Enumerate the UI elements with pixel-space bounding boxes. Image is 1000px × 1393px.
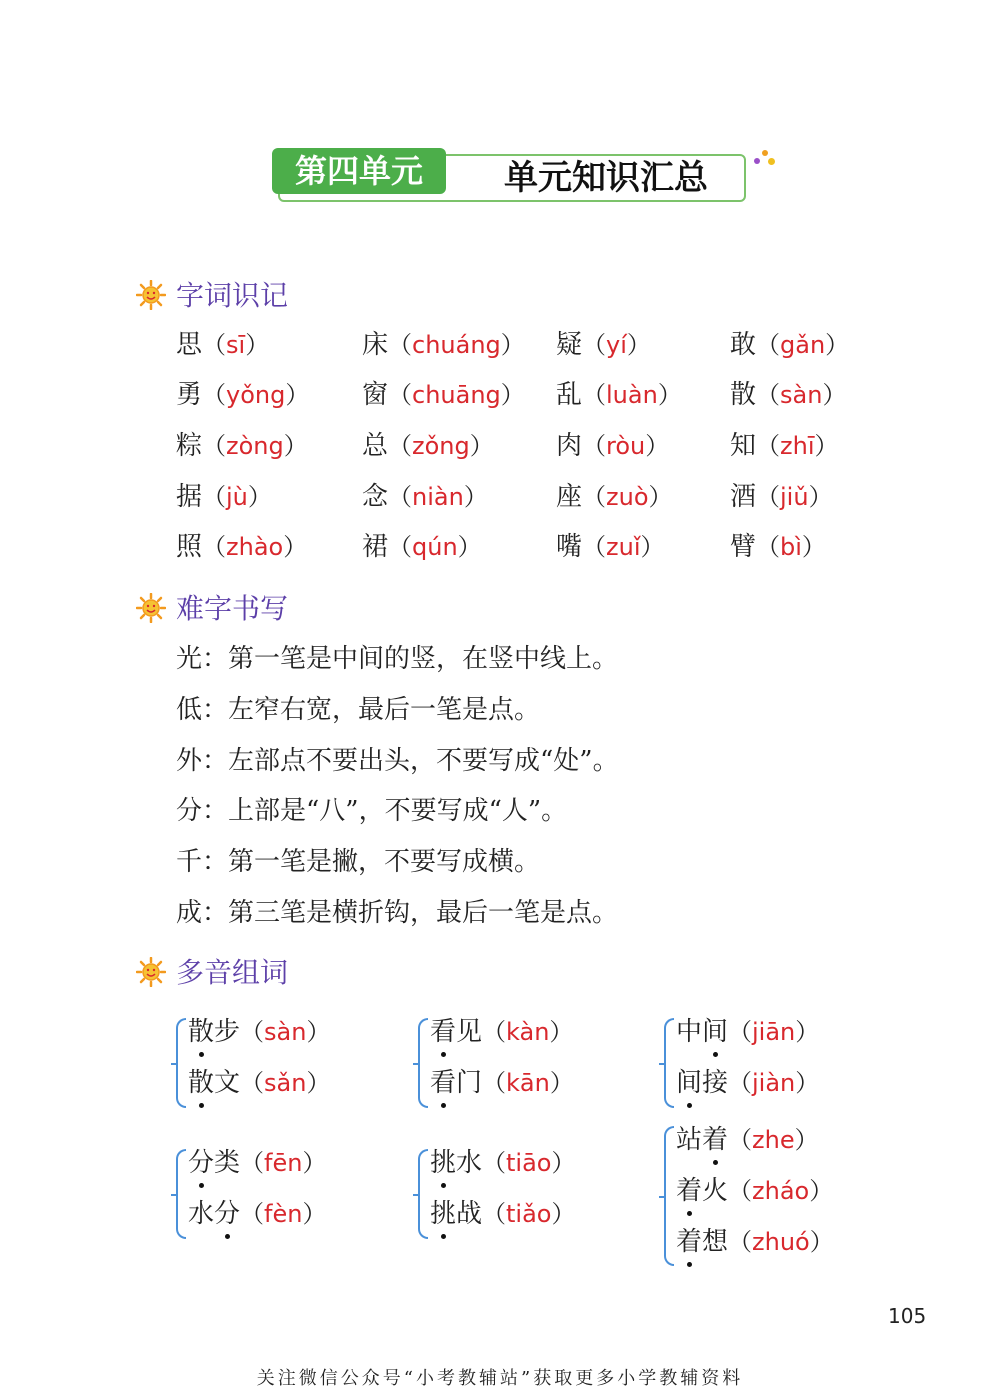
emphasis-dot-icon <box>687 1103 692 1108</box>
word-pinyin: sǎn <box>264 1069 307 1097</box>
word-pinyin: zhe <box>752 1126 795 1154</box>
page-number: 105 <box>888 1304 927 1328</box>
char-pinyin: yí <box>606 331 627 359</box>
char-entry: 知（zhī） <box>730 431 839 461</box>
note-line: 千：第一笔是撇，不要写成横。 <box>176 847 541 877</box>
polyphone-entry: 水分（fèn） <box>188 1196 326 1232</box>
char-entry: 嘴（zuǐ） <box>556 532 665 562</box>
char-pinyin: luàn <box>606 381 658 409</box>
char-pinyin: bì <box>780 533 802 561</box>
polyphone-entry: 间接（jiàn） <box>676 1065 819 1101</box>
sun-icon <box>136 957 166 987</box>
emphasis-dot-icon <box>713 1052 718 1057</box>
polyphone-entry: 分类（fēn） <box>188 1145 326 1181</box>
char-hanzi: 座 <box>556 482 583 512</box>
char-hanzi: 总 <box>362 431 389 461</box>
char-hanzi: 敢 <box>730 330 757 360</box>
emphasis-dot-icon <box>441 1183 446 1188</box>
char-pinyin: zhào <box>226 533 284 561</box>
word-pinyin: tiāo <box>506 1149 552 1177</box>
char-pinyin: zòng <box>226 432 284 460</box>
char-pinyin: gǎn <box>780 331 826 359</box>
char-entry: 散（sàn） <box>730 380 847 410</box>
char-hanzi: 床 <box>362 330 389 360</box>
emphasis-dot-icon <box>441 1052 446 1057</box>
char-hanzi: 窗 <box>362 380 389 410</box>
word-pinyin: fèn <box>264 1200 303 1228</box>
word-pinyin: zháo <box>752 1177 810 1205</box>
word: 看见 <box>430 1017 483 1047</box>
section-title: 字词识记 <box>176 279 289 312</box>
polyphone-entry: 散步（sàn） <box>188 1014 330 1050</box>
brace-icon <box>664 1018 674 1108</box>
char-entry: 总（zǒng） <box>362 431 494 461</box>
emphasis-dot-icon <box>687 1211 692 1216</box>
decor-dots-icon <box>754 150 778 174</box>
char-pinyin: chuāng <box>412 381 501 409</box>
note-line: 光：第一笔是中间的竖，在竖中线上。 <box>176 644 619 674</box>
char-pinyin: sàn <box>780 381 823 409</box>
word: 着火 <box>676 1176 729 1206</box>
char-hanzi: 酒 <box>730 482 757 512</box>
brace-icon <box>418 1149 428 1239</box>
char-pinyin: niàn <box>412 483 464 511</box>
emphasis-dot-icon <box>225 1234 230 1239</box>
word: 着想 <box>676 1227 729 1257</box>
char-hanzi: 疑 <box>556 330 583 360</box>
emphasis-dot-icon <box>199 1103 204 1108</box>
word-pinyin: zhuó <box>752 1228 810 1256</box>
char-pinyin: zuò <box>606 483 649 511</box>
char-pinyin: zuǐ <box>606 533 641 561</box>
char-pinyin: qún <box>412 533 458 561</box>
word: 中间 <box>676 1017 729 1047</box>
char-entry: 床（chuáng） <box>362 330 525 360</box>
char-hanzi: 勇 <box>176 380 203 410</box>
note-line: 成：第三笔是横折钩，最后一笔是点。 <box>176 898 619 928</box>
polyphone-entry: 挑战（tiǎo） <box>430 1196 575 1232</box>
char-hanzi: 粽 <box>176 431 203 461</box>
brace-icon <box>664 1126 674 1266</box>
word: 散文 <box>188 1068 241 1098</box>
char-entry: 乱（luàn） <box>556 380 682 410</box>
char-hanzi: 乱 <box>556 380 583 410</box>
char-pinyin: ròu <box>606 432 646 460</box>
char-hanzi: 裙 <box>362 532 389 562</box>
word-pinyin: kān <box>506 1069 550 1097</box>
char-hanzi: 肉 <box>556 431 583 461</box>
word: 间接 <box>676 1068 729 1098</box>
polyphone-entry: 着火（zháo） <box>676 1173 833 1209</box>
emphasis-dot-icon <box>199 1183 204 1188</box>
char-hanzi: 照 <box>176 532 203 562</box>
char-pinyin: sī <box>226 331 246 359</box>
char-hanzi: 据 <box>176 482 203 512</box>
note-line: 分：上部是“八”，不要写成“人”。 <box>176 796 568 826</box>
char-pinyin: zhī <box>780 432 815 460</box>
emphasis-dot-icon <box>441 1103 446 1108</box>
emphasis-dot-icon <box>713 1160 718 1165</box>
char-hanzi: 散 <box>730 380 757 410</box>
char-entry: 肉（ròu） <box>556 431 670 461</box>
char-entry: 疑（yí） <box>556 330 651 360</box>
brace-icon <box>418 1018 428 1108</box>
char-entry: 念（niàn） <box>362 482 488 512</box>
brace-icon <box>176 1149 186 1239</box>
char-entry: 粽（zòng） <box>176 431 308 461</box>
unit-header <box>272 148 744 202</box>
char-entry: 窗（chuāng） <box>362 380 525 410</box>
word-pinyin: sàn <box>264 1018 307 1046</box>
char-pinyin: yǒng <box>226 381 286 409</box>
char-entry: 臂（bì） <box>730 532 826 562</box>
brace-icon <box>176 1018 186 1108</box>
char-pinyin: chuáng <box>412 331 501 359</box>
char-pinyin: zǒng <box>412 432 470 460</box>
emphasis-dot-icon <box>441 1234 446 1239</box>
char-entry: 酒（jiǔ） <box>730 482 833 512</box>
footer-note: 关注微信公众号“小考教辅站”获取更多小学教辅资料 <box>256 1368 744 1389</box>
polyphone-entry: 散文（sǎn） <box>188 1065 330 1101</box>
char-hanzi: 念 <box>362 482 389 512</box>
sun-icon <box>136 593 166 623</box>
word: 挑战 <box>430 1199 483 1229</box>
polyphone-entry: 挑水（tiāo） <box>430 1145 575 1181</box>
char-entry: 裙（qún） <box>362 532 482 562</box>
char-entry: 敢（gǎn） <box>730 330 850 360</box>
word: 分类 <box>188 1148 241 1178</box>
char-hanzi: 知 <box>730 431 757 461</box>
page-title: 单元知识汇总 <box>504 158 708 198</box>
word: 水分 <box>188 1199 241 1229</box>
char-hanzi: 臂 <box>730 532 757 562</box>
char-entry: 照（zhào） <box>176 532 308 562</box>
emphasis-dot-icon <box>199 1052 204 1057</box>
note-line: 外：左部点不要出头，不要写成“处”。 <box>176 746 619 776</box>
char-entry: 思（sī） <box>176 330 270 360</box>
char-hanzi: 嘴 <box>556 532 583 562</box>
word-pinyin: tiǎo <box>506 1200 552 1228</box>
char-pinyin: jù <box>226 483 248 511</box>
emphasis-dot-icon <box>687 1262 692 1267</box>
polyphone-entry: 站着（zhe） <box>676 1122 819 1158</box>
word: 站着 <box>676 1125 729 1155</box>
word-pinyin: fēn <box>264 1149 303 1177</box>
section-title: 难字书写 <box>176 592 289 625</box>
word-pinyin: kàn <box>506 1018 550 1046</box>
char-entry: 勇（yǒng） <box>176 380 310 410</box>
char-hanzi: 思 <box>176 330 203 360</box>
char-pinyin: jiǔ <box>780 483 809 511</box>
section-title: 多音组词 <box>176 956 289 989</box>
word: 挑水 <box>430 1148 483 1178</box>
word-pinyin: jiàn <box>752 1069 796 1097</box>
unit-badge: 第四单元 <box>272 148 446 194</box>
word: 散步 <box>188 1017 241 1047</box>
char-entry: 据（jù） <box>176 482 272 512</box>
polyphone-entry: 看门（kān） <box>430 1065 574 1101</box>
note-line: 低：左窄右宽，最后一笔是点。 <box>176 695 541 725</box>
polyphone-entry: 着想（zhuó） <box>676 1224 834 1260</box>
sun-icon <box>136 280 166 310</box>
polyphone-entry: 看见（kàn） <box>430 1014 573 1050</box>
word: 看门 <box>430 1068 483 1098</box>
polyphone-entry: 中间（jiān） <box>676 1014 819 1050</box>
word-pinyin: jiān <box>752 1018 796 1046</box>
char-entry: 座（zuò） <box>556 482 673 512</box>
